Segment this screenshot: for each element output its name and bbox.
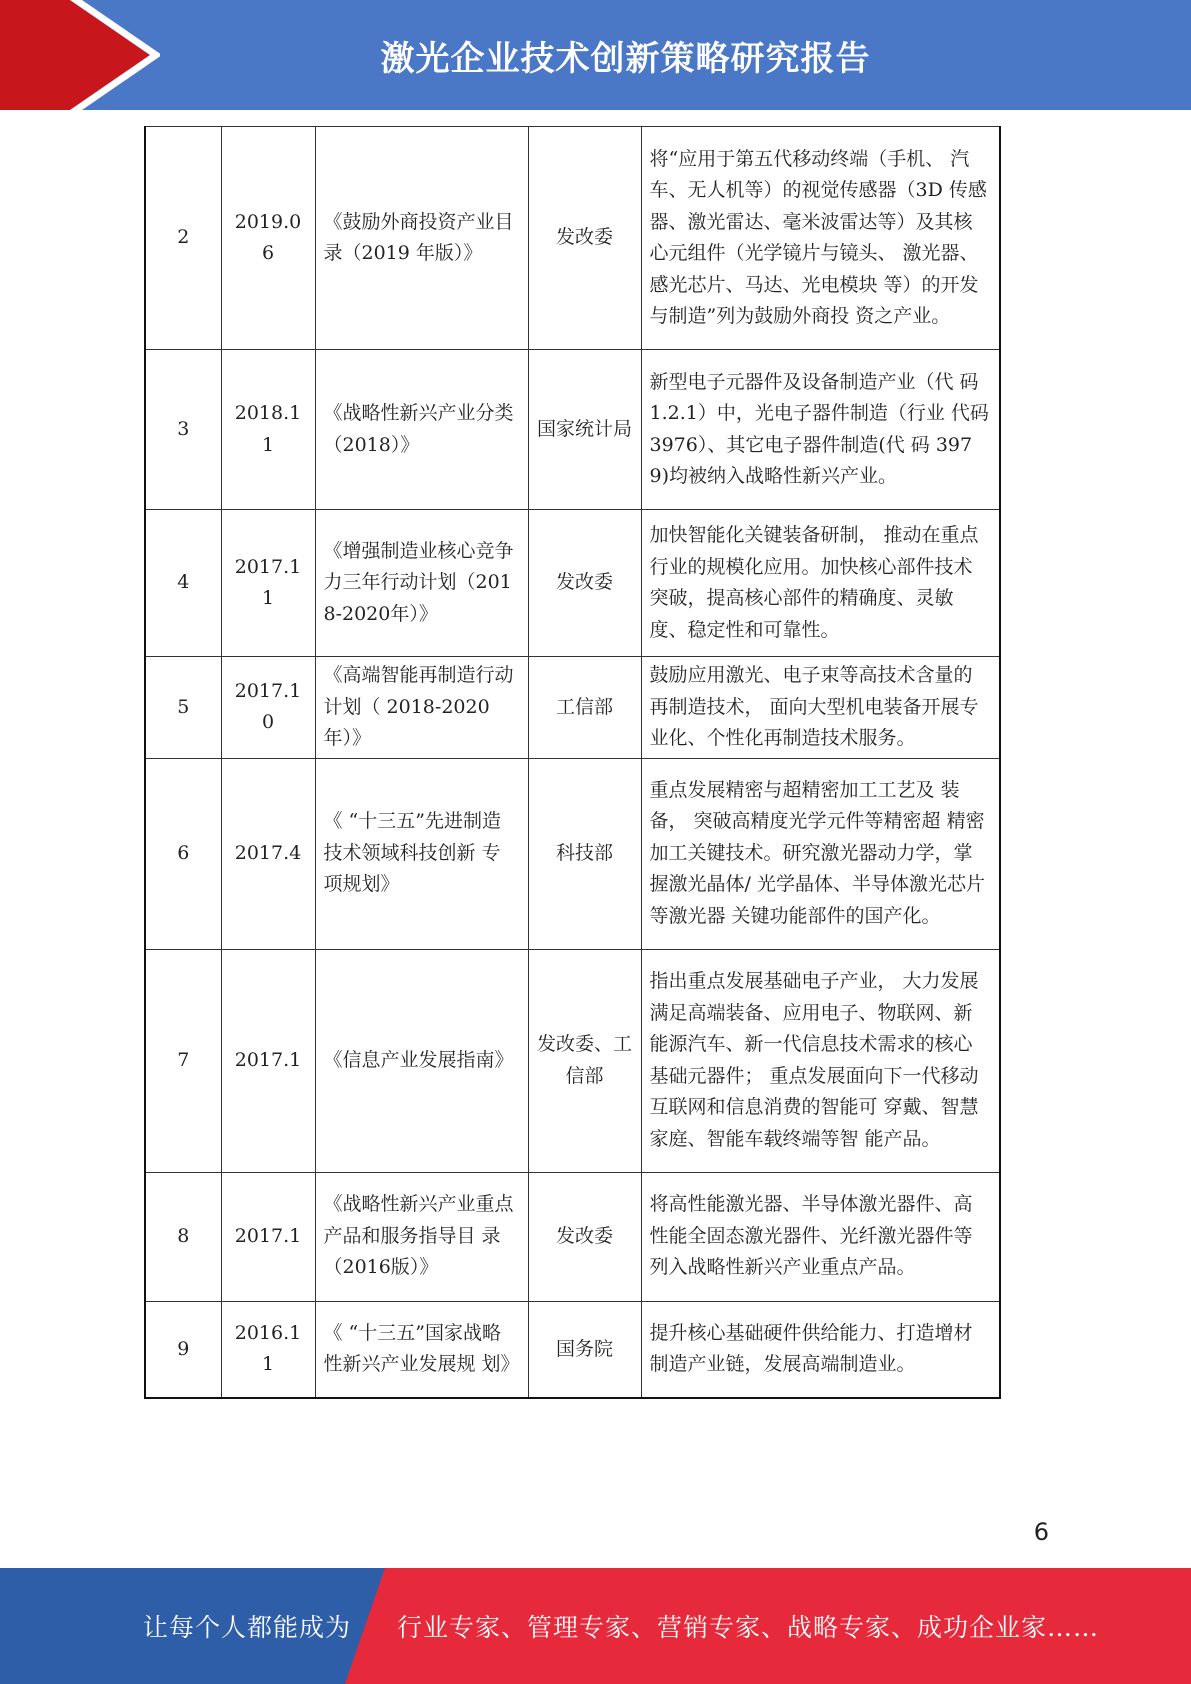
row-document: 《增强制造业核心竞争力三年行动计划（2018-2020年）》: [315, 510, 528, 657]
row-number: 5: [145, 657, 221, 759]
row-date: 2017.1: [221, 1172, 315, 1301]
row-document: 《 “十三五”先进制造技术领域科技创新 专项规划》: [315, 758, 528, 949]
table-row: [145, 949, 1000, 1172]
row-date: 2017.1: [221, 949, 315, 1172]
row-number: 6: [145, 758, 221, 949]
table-row: [145, 127, 1000, 350]
row-description: 新型电子元器件及设备制造产业（代 码 1.2.1）中，光电子器件制造（行业 代码 3976）、其它电子器件制造(代 码 3979)均被纳入战略性新兴产业。: [641, 350, 1000, 510]
table-row: [145, 657, 1000, 759]
row-document: 《战略性新兴产业分类（2018）》: [315, 350, 528, 510]
table-row: [145, 1172, 1000, 1301]
row-description: 重点发展精密与超精密加工工艺及 装备， 突破高精度光学元件等精密超 精密加工关键技术。研究激光器动力学，掌握激光晶体/ 光学晶体、半导体激光芯片等激光器 关键功能部件的国产化。: [641, 758, 1000, 949]
row-department: 国务院: [528, 1301, 641, 1398]
page-number: 6: [1033, 1518, 1049, 1546]
row-number: 9: [145, 1301, 221, 1398]
page-header: [0, 0, 1191, 110]
table-row: [145, 510, 1000, 657]
table-row: [145, 1301, 1000, 1398]
row-description: 提升核心基础硬件供给能力、打造增材制造产业链，发展高端制造业。: [641, 1301, 1000, 1398]
row-document: 《战略性新兴产业重点产品和服务指导目 录（2016版）》: [315, 1172, 528, 1301]
row-date: 2017.11: [221, 510, 315, 657]
header-red-chevron: [0, 0, 150, 110]
row-number: 4: [145, 510, 221, 657]
row-department: 科技部: [528, 758, 641, 949]
row-date: 2019.06: [221, 127, 315, 350]
row-date: 2016.11: [221, 1301, 315, 1398]
policy-table: [144, 126, 1001, 1399]
table-row: [145, 350, 1000, 510]
report-title: 激光企业技术创新策略研究报告: [380, 38, 871, 79]
footer-slogan-right: 行业专家、管理专家、营销专家、战略专家、成功企业家……: [397, 1613, 1100, 1642]
row-department: 发改委、工信部: [528, 949, 641, 1172]
page-footer: [0, 1568, 1191, 1684]
row-description: 将高性能激光器、半导体激光器件、高性能全固态激光器件、光纤激光器件等列入战略性新兴产业重点产品。: [641, 1172, 1000, 1301]
row-department: 发改委: [528, 1172, 641, 1301]
row-department: 国家统计局: [528, 350, 641, 510]
row-number: 7: [145, 949, 221, 1172]
row-description: 指出重点发展基础电子产业， 大力发展满足高端装备、应用电子、物联网、新能源汽车、新一代信息技术需求的核心基础元器件； 重点发展面向下一代移动互联网和信息消费的智能可 穿戴、智慧家庭、智能车载终端等智 能产品。: [641, 949, 1000, 1172]
row-number: 8: [145, 1172, 221, 1301]
row-description: 鼓励应用激光、电子束等高技术含量的再制造技术， 面向大型机电装备开展专业化、个性化再制造技术服务。: [641, 657, 1000, 759]
row-number: 3: [145, 350, 221, 510]
row-document: 《 “十三五”国家战略性新兴产业发展规 划》: [315, 1301, 528, 1398]
row-date: 2017.10: [221, 657, 315, 759]
row-number: 2: [145, 127, 221, 350]
table-row: [145, 758, 1000, 949]
row-date: 2017.4: [221, 758, 315, 949]
row-department: 工信部: [528, 657, 641, 759]
row-department: 发改委: [528, 510, 641, 657]
row-document: 《信息产业发展指南》: [315, 949, 528, 1172]
row-description: 将“应用于第五代移动终端（手机、 汽车、无人机等）的视觉传感器（3D 传感器、激光雷达、毫米波雷达等）及其核心元组件（光学镜片与镜头、 激光器、感光芯片、马达、光电模块 等）的开发与制造”列为鼓励外商投 资之产业。: [641, 127, 1000, 350]
row-department: 发改委: [528, 127, 641, 350]
row-document: 《高端智能再制造行动计划（ 2018-2020 年）》: [315, 657, 528, 759]
row-date: 2018.11: [221, 350, 315, 510]
footer-slogan-left: 让每个人都能成为: [143, 1613, 352, 1642]
row-description: 加快智能化关键装备研制， 推动在重点行业的规模化应用。加快核心部件技术突破，提高核心部件的精确度、灵敏度、稳定性和可靠性。: [641, 510, 1000, 657]
row-document: 《鼓励外商投资产业目录（2019 年版）》: [315, 127, 528, 350]
